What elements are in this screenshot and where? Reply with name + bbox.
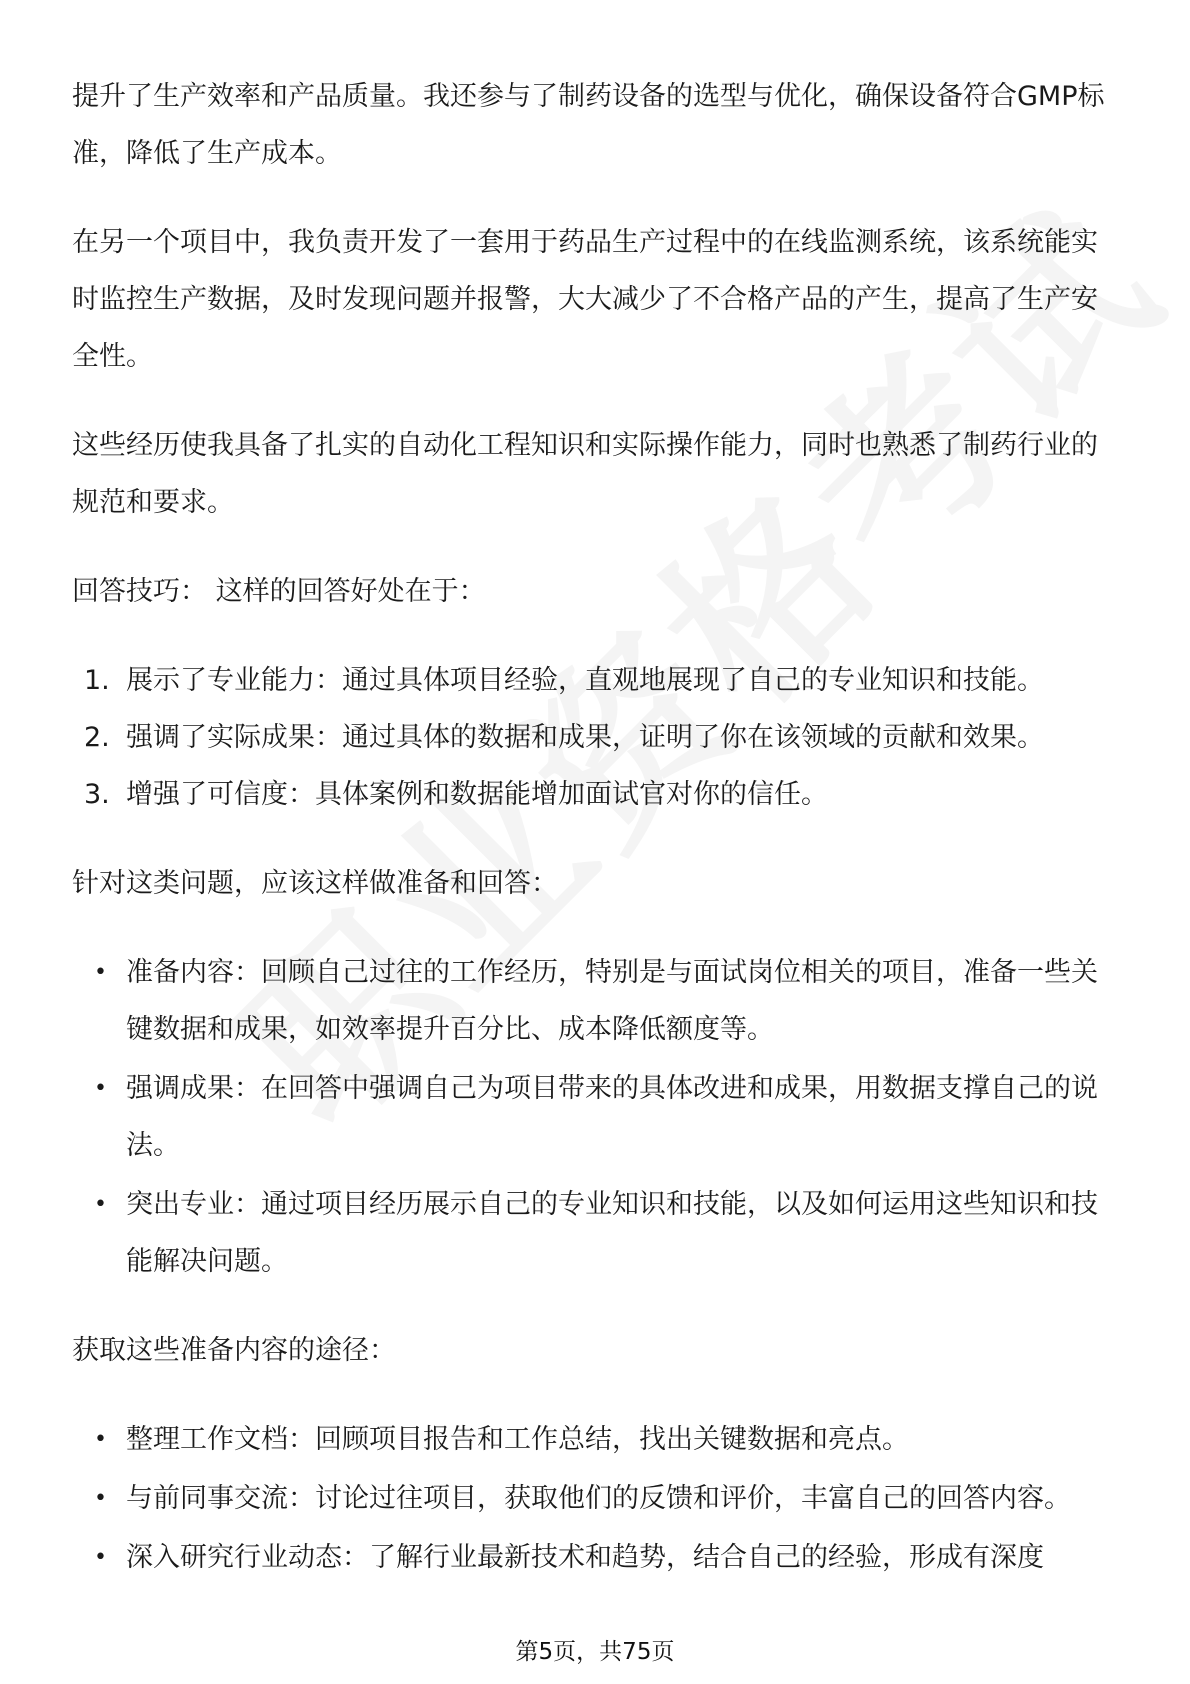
paragraph-monitoring-system: 在另一个项目中，我负责开发了一套用于药品生产过程中的在线监测系统，该系统能实时监控生产数据，及时发现问题并报警，大大减少了不合格产品的产生，提高了生产安全性。 (72, 227, 1098, 372)
sources-list (72, 1411, 1120, 1586)
bullet-icon: • (94, 1427, 107, 1452)
list-item (72, 709, 1120, 766)
list-item-text: 准备内容：回顾自己过往的工作经历，特别是与面试岗位相关的项目，准备一些关键数据和成果，如效率提升百分比、成本降低额度等。 (126, 957, 1098, 1045)
list-item-text: 增强了可信度：具体案例和数据能增加面试官对你的信任。 (126, 779, 828, 810)
document-body (72, 68, 1120, 1618)
list-item-text: 深入研究行业动态：了解行业最新技术和趋势，结合自己的经验，形成有深度 (126, 1542, 1044, 1573)
bullet-icon: • (94, 1076, 107, 1101)
answer-tips-list (72, 652, 1120, 823)
list-item (72, 1411, 1120, 1468)
bullet-icon: • (94, 1486, 107, 1511)
list-item-text: 与前同事交流：讨论过往项目，获取他们的反馈和评价，丰富自己的回答内容。 (126, 1483, 1071, 1514)
preparation-list (72, 944, 1120, 1290)
list-item-text: 强调成果：在回答中强调自己为项目带来的具体改进和成果，用数据支撑自己的说法。 (126, 1073, 1098, 1161)
list-item (72, 1176, 1120, 1290)
bullet-icon: • (94, 1192, 107, 1217)
list-item (72, 766, 1120, 823)
list-number: 2. (84, 722, 110, 753)
list-number: 1. (84, 665, 110, 696)
list-item-text: 整理工作文档：回顾项目报告和工作总结，找出关键数据和亮点。 (126, 1424, 909, 1455)
bullet-icon: • (94, 1545, 107, 1570)
paragraph-production-efficiency: 提升了生产效率和产品质量。我还参与了制药设备的选型与优化，确保设备符合GMP标准，降低了生产成本。 (72, 81, 1105, 169)
list-item-text: 强调了实际成果：通过具体的数据和成果，证明了你在该领域的贡献和效果。 (126, 722, 1044, 753)
list-item-text: 突出专业：通过项目经历展示自己的专业知识和技能，以及如何运用这些知识和技能解决问题。 (126, 1189, 1098, 1277)
list-item (72, 1529, 1120, 1586)
list-item (72, 1060, 1120, 1174)
paragraph-answer-tips-heading: 回答技巧： 这样的回答好处在于： (72, 576, 486, 607)
list-number: 3. (84, 779, 110, 810)
list-item-text: 展示了专业能力：通过具体项目经验，直观地展现了自己的专业知识和技能。 (126, 665, 1044, 696)
bullet-icon: • (94, 960, 107, 985)
paragraph-experience-summary: 这些经历使我具备了扎实的自动化工程知识和实际操作能力，同时也熟悉了制药行业的规范和要求。 (72, 430, 1098, 518)
paragraph-sources-heading: 获取这些准备内容的途径： (72, 1335, 396, 1366)
paragraph-preparation-heading: 针对这类问题，应该这样做准备和回答： (72, 868, 558, 899)
list-item (72, 652, 1120, 709)
page-number: 第5页，共75页 (515, 1639, 675, 1665)
list-item (72, 1470, 1120, 1527)
list-item (72, 944, 1120, 1058)
